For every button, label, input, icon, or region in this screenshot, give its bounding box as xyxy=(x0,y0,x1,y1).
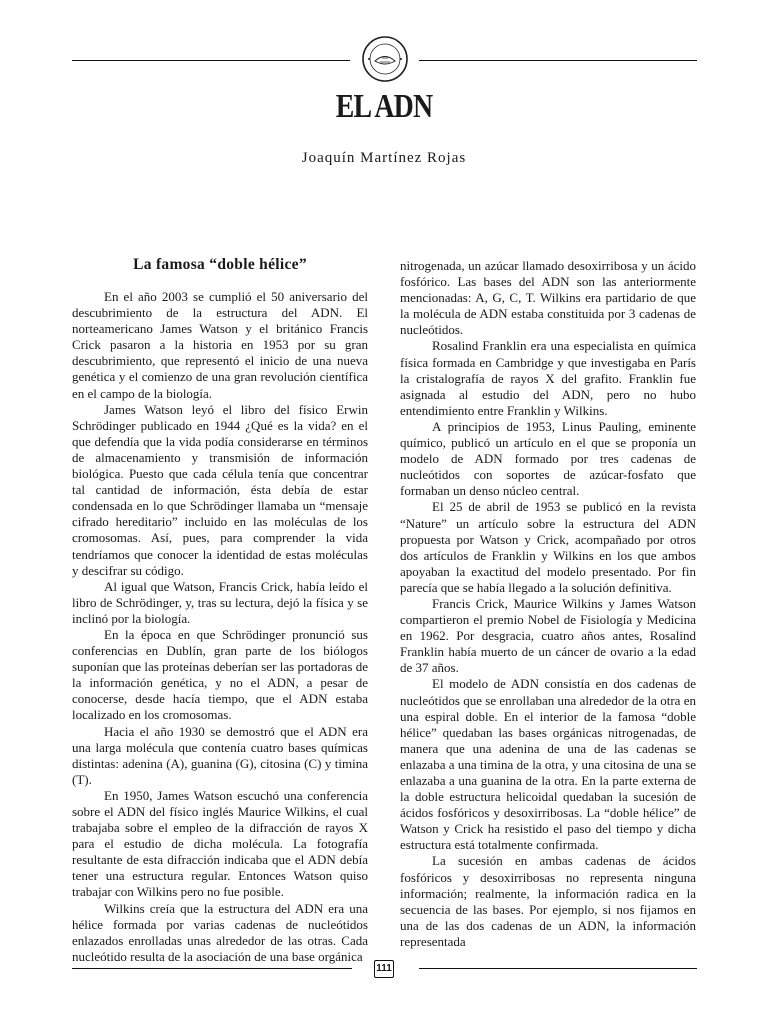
footer-rule-left xyxy=(72,968,352,969)
paragraph: En 1950, James Watson escuchó una conferencia sobre el ADN del físico inglés Maurice Wilkins, el cual trabajaba sobre el empleo de la difracción de rayos X para el estudio de dicha molécula. La fotografía resultante de esta difracción indicaba que el ADN debía tener una estructura regular. Entonces Watson quiso trabajar con Wilkins pero no fue posible. xyxy=(72,787,368,900)
emblem-logo-icon xyxy=(360,34,410,84)
right-column xyxy=(400,258,696,950)
paragraph: James Watson leyó el libro del físico Erwin Schrödinger publicado en 1944 ¿Qué es la vida? en el que defendía que la vida podía considerarse en términos de almacenamiento y transmisión de información biológica. Puesto que cada célula tenía que concentrar tal cantidad de información, ésta debía de estar condensada en lo que Schrödinger llamaba un “mensaje cifrado hereditario” incluido en las moléculas de los cromosomas. Así, pues, para comprender la vida tendríamos que conocer la identidad de estas moléculas y descifrar su código. xyxy=(72,401,368,578)
paragraph: A principios de 1953, Linus Pauling, eminente químico, publicó un artículo en el que se proponía un modelo de ADN formado por tres cadenas de nucleótidos con soportes de azúcar-fosfato que formaban un denso núcleo central. xyxy=(400,418,696,499)
header-rule-left xyxy=(72,60,350,61)
paragraph-continued: nitrogenada, un azúcar llamado desoxirribosa y un ácido fosfórico. Las bases del ADN son las anteriormente mencionadas: A, G, C, T. Wilkins era partidario de que la molécula de ADN estaba constituida por 3 cadenas de nucleótidos. xyxy=(400,258,696,338)
paragraph: En el año 2003 se cumplió el 50 aniversario del descubrimiento de la estructura del ADN. El norteamericano James Watson y el británico Francis Crick pasaron a la historia en 1953 por su gran descubrimiento, que representó el inicio de una nueva genética y el comienzo de una gran revolución científica en el campo de la biología. xyxy=(72,289,368,401)
page-number: 111 xyxy=(374,960,394,978)
paragraph: La sucesión en ambas cadenas de ácidos fosfóricos y desoxirribosas no representa ninguna información; realmente, la información radica en la secuencia de las bases. Por ejemplo, si nos fijamos en una de las dos cadenas de un ADN, la información representada xyxy=(400,853,696,949)
paragraph: Francis Crick, Maurice Wilkins y James Watson compartieron el premio Nobel de Fisiología y Medicina en 1962. Por desgracia, cuatro años antes, Rosalind Franklin había muerto de un cáncer de ovario a la edad de 37 años. xyxy=(400,595,696,676)
paragraph: Wilkins creía que la estructura del ADN era una hélice formada por varias cadenas de nucleótidos enlazados enrolladas unas alrededor de las otras. Cada nucleótido resulta de la asociación de una base orgánica xyxy=(72,900,368,964)
paragraph: El 25 de abril de 1953 se publicó en la revista “Nature” un artículo sobre la estructura del ADN propuesta por Watson y Crick, acompañado por otros dos artículos de Franklin y Wilkins en los que ambos apoyaban la exactitud del modelo presentado. Por fin parecía que se había llegado a la solución definitiva. xyxy=(400,499,696,595)
section-title: La famosa “doble hélice” xyxy=(133,256,307,273)
footer-rule-right xyxy=(419,968,697,969)
paragraph: En la época en que Schrödinger pronunció sus conferencias en Dublín, gran parte de los biólogos suponían que las proteínas deberían ser las portadoras de la información genética, y no el ADN, a pesar de conocerse, desde hacía tiempo, que el ADN estaba localizado en los cromosomas. xyxy=(72,626,368,723)
article-title: EL ADN xyxy=(335,88,433,125)
paragraph: Al igual que Watson, Francis Crick, había leído el libro de Schrödinger, y, tras su lectura, dejó la física y se inclinó por la biología. xyxy=(72,578,368,626)
paragraph: Hacia el año 1930 se demostró que el ADN era una larga molécula que contenía cuatro bases químicas distintas: adenina (A), guanina (G), citosina (C) y timina (T). xyxy=(72,723,368,787)
article-author: Joaquín Martínez Rojas xyxy=(301,150,467,166)
left-column xyxy=(72,289,368,965)
paragraph: El modelo de ADN consistía en dos cadenas de nucleótidos que se enrollaban una alrededor de la otra en una espiral doble. En el interior de la famosa “doble hélice” quedaban las bases orgánicas nitrogenadas, de manera que una adenina de una de las cadenas se enlazaba a una timina de la otra, y una citosina de una se enlazaba a una guanina de la otra. En la parte externa de la doble estructura helicoidal quedaban la sucesión de ácidos fosfóricos y desoxirribosas. La “doble hélice” de Watson y Crick ha resistido el paso del tiempo y dicha estructura está totalmente confirmada. xyxy=(400,676,696,853)
paragraph: Rosalind Franklin era una especialista en química física formada en Cambridge y que investigaba en París la cristalografía de rayos X del grafito. Franklin fue asignada al estudio del ADN, pero no hubo entendimiento entre Franklin y Wilkins. xyxy=(400,338,696,418)
header-rule-right xyxy=(419,60,697,61)
